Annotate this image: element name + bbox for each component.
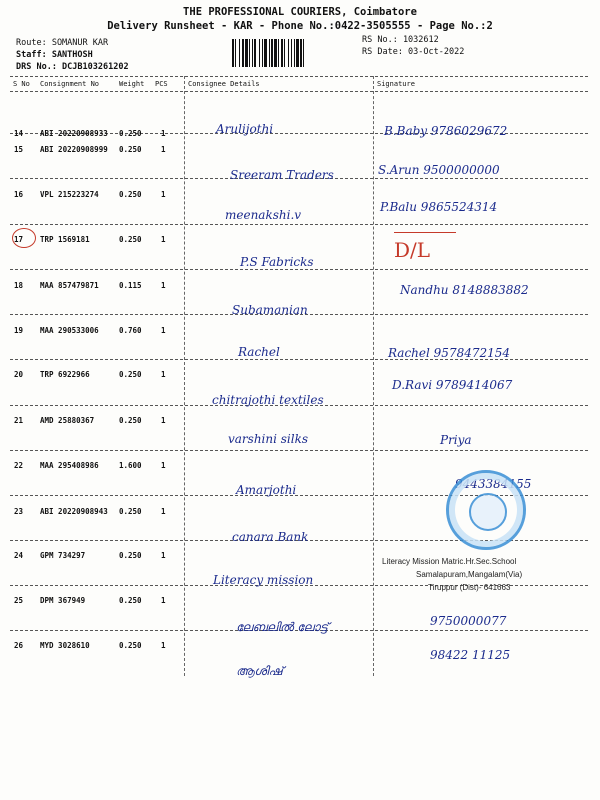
signature-handwriting: Priya [440,433,472,447]
consignee-handwriting: ആശിഷ് [236,664,283,678]
col-consignment: Consignment No [40,80,100,88]
row-weight: 0.250 [119,416,142,425]
row-pcs: 1 [161,326,166,335]
row-sno: 20 [14,370,24,379]
row-sno: 16 [14,190,24,199]
row-weight: 0.250 [119,145,142,154]
consignee-handwriting: ലേബലിൽ ലോട്ട് [236,620,329,634]
consignee-handwriting: Rachel [238,345,280,359]
row-weight: 1.600 [119,461,142,470]
barcode-bar [304,39,306,67]
signature-handwriting: 98422 11125 [430,648,511,662]
consignee-handwriting: canara Bank [232,530,309,544]
route-info [16,37,129,73]
dl-underline-top [394,232,456,233]
row-weight: 0.115 [119,281,142,290]
row-pcs: 1 [161,281,166,290]
row-sno: 23 [14,507,24,516]
consignee-handwriting: varshini silks [228,432,309,446]
signature-handwriting: 9443384155 [455,477,532,491]
school-stamp-line1: Literacy Mission Matric.Hr.Sec.School [382,557,517,566]
row-consignment-no: ABI 20220908943 [40,507,108,516]
barcode [232,39,354,67]
signature-handwriting: P.Balu 9865524314 [380,200,498,214]
consignee-handwriting: P.S Fabricks [240,255,314,269]
row-consignment-no: MYD 3028610 [40,641,90,650]
signature-handwriting: 9750000077 [430,614,507,628]
row-pcs: 1 [161,190,166,199]
row-weight: 0.250 [119,596,142,605]
signature-handwriting: S.Arun 9500000000 [378,163,500,177]
row-consignment-no: TRP 6922966 [40,370,90,379]
header-bottom-rule [10,91,588,92]
row-sno: 19 [14,326,24,335]
row-pcs: 1 [161,551,166,560]
row-sno: 25 [14,596,24,605]
row-sno: 18 [14,281,24,290]
row-consignment-no: VPL 215223274 [40,190,99,199]
col-signature: Signature [377,80,415,88]
consignee-handwriting: chitrajothi textiles [212,393,324,407]
school-stamp [446,470,526,550]
consignee-handwriting: Sreeram Traders [230,168,334,182]
consignee-handwriting: meenakshi.v [225,208,302,222]
col-consignee: Consignee Details [188,80,260,88]
row-pcs: 1 [161,507,166,516]
row-sno: 26 [14,641,24,650]
row-weight: 0.250 [119,551,142,560]
signature-handwriting: D.Ravi 9789414067 [392,378,513,392]
row-sno: 24 [14,551,24,560]
row-pcs: 1 [161,129,166,138]
row-sno: 15 [14,145,24,154]
header-top-rule [10,76,588,77]
row-sno: 21 [14,416,24,425]
signature-handwriting: D/L [394,238,431,262]
rs-number: RS No.: 1032612 [362,35,439,45]
row-weight: 0.250 [119,129,142,138]
staff-label: Staff: SANTHOSH [16,50,93,60]
row-consignment-no: MAA 295408986 [40,461,99,470]
row-consignment-no: TRP 1569181 [40,235,90,244]
row-sno: 14 [14,129,24,138]
col-weight: Weight [119,80,145,88]
col-pcs: PCS [155,80,168,88]
row-weight: 0.250 [119,235,142,244]
school-stamp-line3: Tiruppur (Dist)- 641663 [428,583,511,592]
consignee-handwriting: Literacy mission [213,573,314,587]
row-consignment-no: ABI 20220908933 [40,129,108,138]
consignee-handwriting: Amarjothi [236,483,297,497]
row-pcs: 1 [161,596,166,605]
row-consignment-no: MAA 290533006 [40,326,99,335]
row-weight: 0.250 [119,190,142,199]
consignee-handwriting: Subamanian [232,303,308,317]
row-divider [10,224,588,225]
drs-label: DRS No.: DCJB103261202 [16,62,129,72]
col-sno: S No [13,80,30,88]
runsheet-title: Delivery Runsheet - KAR - Phone No.:0422-3505555 - Page No.:2 [107,20,493,32]
row-pcs: 1 [161,641,166,650]
row-sno: 17 [14,235,24,244]
row-pcs: 1 [161,370,166,379]
row-consignment-no: DPM 367949 [40,596,86,605]
school-stamp-line2: Samalapuram,Mangalam(Via) [416,570,523,579]
row-weight: 0.760 [119,326,142,335]
row-sno: 22 [14,461,24,470]
row-pcs: 1 [161,416,166,425]
column-divider-consignee [184,76,185,676]
signature-handwriting: B.Baby 9786029672 [384,124,508,138]
row-divider [10,269,588,270]
consignee-handwriting: Arulijothi [216,122,274,136]
row-consignment-no: AMD 25880367 [40,416,95,425]
row-weight: 0.250 [119,370,142,379]
rs-info [362,34,464,58]
column-divider-signature [373,76,374,676]
row-pcs: 1 [161,235,166,244]
stamp-emblem [469,493,507,531]
row-17-circle [12,228,36,248]
row-consignment-no: GPM 734297 [40,551,86,560]
rs-date: RS Date: 03-Oct-2022 [362,47,465,57]
row-pcs: 1 [161,461,166,470]
company-title: THE PROFESSIONAL COURIERS, Coimbatore [183,6,417,18]
route-label: Route: SOMANUR KAR [16,38,109,48]
signature-handwriting: Rachel 9578472154 [388,346,511,360]
row-weight: 0.250 [119,507,142,516]
signature-handwriting: Nandhu 8148883882 [400,283,529,297]
row-weight: 0.250 [119,641,142,650]
row-consignment-no: MAA 857479871 [40,281,99,290]
row-consignment-no: ABI 20220908999 [40,145,108,154]
row-divider [10,450,588,451]
row-pcs: 1 [161,145,166,154]
